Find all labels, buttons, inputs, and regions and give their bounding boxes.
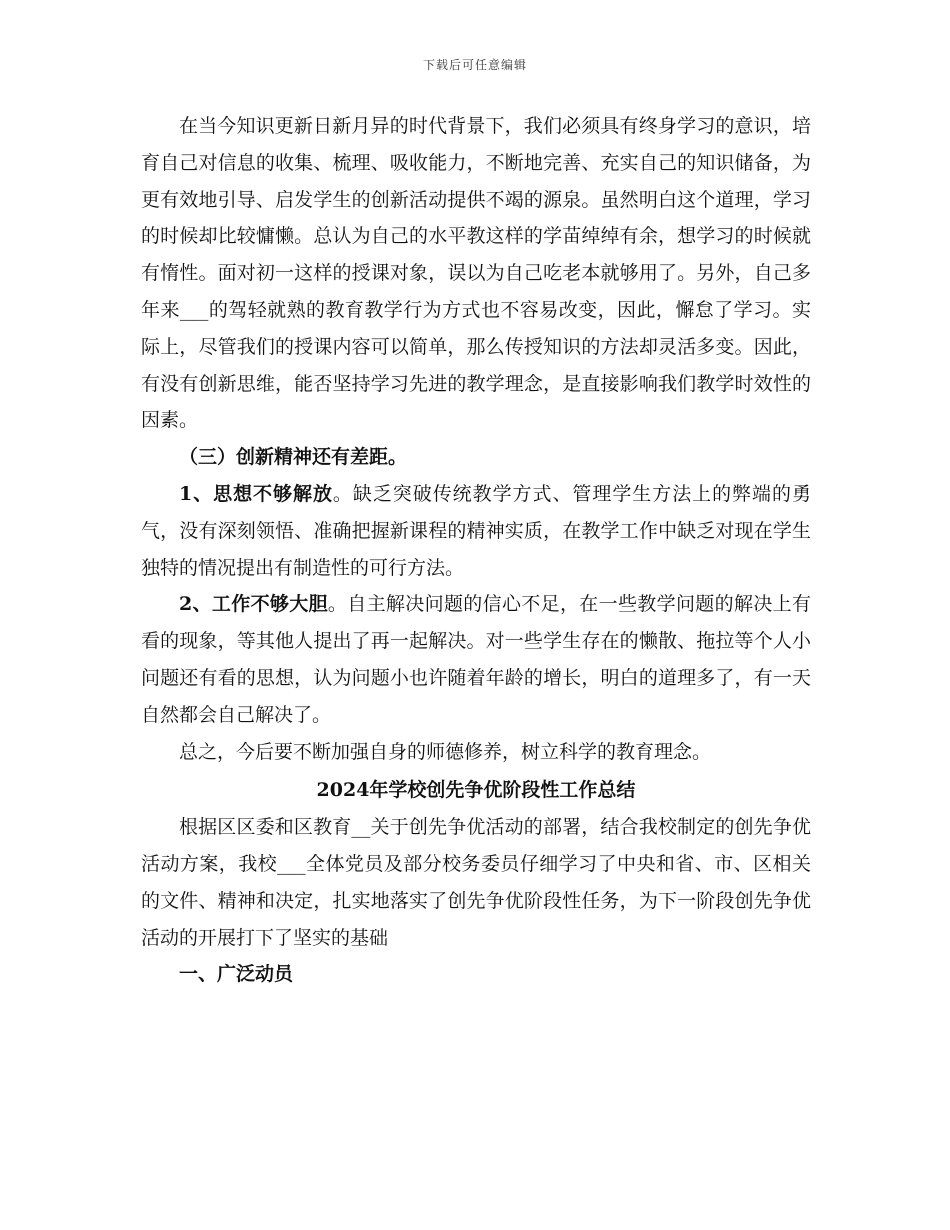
section-heading-mobilization: 一、广泛动员 — [179, 963, 294, 986]
paragraph-lifelong-learning: 在当今知识更新日新月异的时代背景下，我们必须具有终身学习的意识，培育自己对信息的收集、梳理、吸收能力，不断地完善、充实自己的知识储备，为更有效地引导、启发学生的创新活动提供不竭的源泉。虽然明白这个道理，学习的时候却比较慵懒。总认为自己的水平教这样的学苗绰绰有余，想学习的时候就有惰性。面对初一这样的授课对象，误以为自己吃老本就够用了。另外，自己多年来___的驾轻就熟的教育教学行为方式也不容易改变，因此，懈怠了学习。实际上，尽管我们的授课内容可以简单，那么传授知识的方法却灵活多变。因此，有没有创新思维，能否坚持学习先进的教学理念，是直接影响我们教学时效性的因素。 — [141, 115, 811, 432]
list-item-title: 1、思想不够解放 — [179, 482, 333, 505]
list-item-title: 2、工作不够大胆 — [179, 593, 328, 616]
list-item-text: 。缺乏突破传统教学方式、管理学生方法上的弊端的勇气，没有深刻领悟、准确把握新课程的精神实质，在教学工作中缺乏对现在学生独特的情况提出有制造性的可行方法。 — [141, 482, 811, 579]
document-title: 2024年学校创先争优阶段性工作总结 — [316, 779, 636, 802]
list-item-thinking — [141, 476, 811, 586]
paragraph-summary: 总之，今后要不断加强自身的师德修养，树立科学的教育理念。 — [179, 740, 712, 763]
list-item-work — [141, 586, 811, 733]
document-body — [141, 108, 811, 993]
list-item-text: 。自主解决问题的信心不足，在一些教学问题的解决上有看的现象，等其他人提出了再一起解决。对一些学生存在的懒散、拖拉等个人小问题还有看的思想，认为问题小也许随着年龄的增长，明白的道理多了，有一天自然都会自己解决了。 — [141, 593, 811, 726]
paragraph-introduction: 根据区区委和区教育__关于创先争优活动的部署，结合我校制定的创先争优活动方案，我校___全体党员及部分校务委员仔细学习了中央和省、市、区相关的文件、精神和决定，扎实地落实了创先争优阶段性任务，为下一阶段创先争优活动的开展打下了坚实的基础 — [141, 816, 811, 949]
header-note: 下载后可任意编辑 — [422, 58, 527, 72]
section-heading-innovation: （三）创新精神还有差距。 — [179, 446, 408, 469]
